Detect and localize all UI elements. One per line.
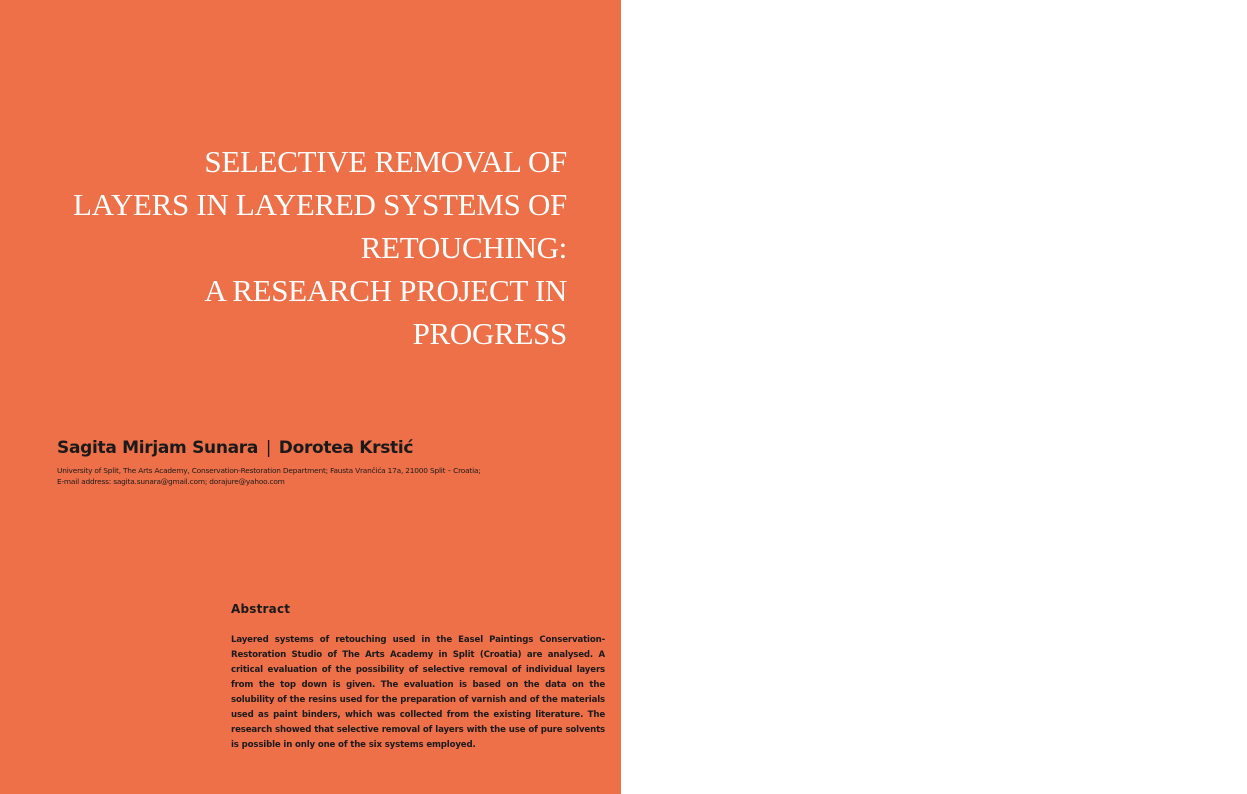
affiliation-address: University of Split, The Arts Academy, Conservation-Restoration Department; Fausta Vrančića 17a, 21000 Split – Croatia;: [57, 466, 481, 475]
affiliation-email: E-mail address: sagita.sunara@gmail.com; dorajure@yahoo.com: [57, 477, 285, 486]
title-panel: [0, 0, 621, 794]
author-name: Dorotea Krstić: [278, 438, 414, 458]
authors: [57, 438, 413, 458]
article-title: [27, 140, 567, 355]
author-name: Sagita Mirjam Sunara: [57, 438, 259, 458]
title-line: SELECTIVE REMOVAL OF: [204, 144, 567, 179]
title-line: RETOUCHING:: [360, 230, 567, 265]
abstract-body: Layered systems of retouching used in the Easel Paintings Conservation-Restoration Studio of The Arts Academy in Split (Croatia) are analysed. A critical evaluation of the possibility of selective removal of individual layers from the top down is given. The evaluation is based on the data on the solubility of the resins used for the preparation of varnish and of the materials used as paint binders, which was collected from the existing literature. The research showed that selective removal of layers with the use of pure solvents is possible in only one of the six systems employed.: [231, 635, 605, 750]
title-line: LAYERS IN LAYERED SYSTEMS OF: [72, 187, 567, 222]
abstract-heading: Abstract: [231, 602, 291, 616]
title-line: A RESEARCH PROJECT IN: [204, 273, 567, 308]
affiliation: [57, 465, 481, 487]
author-separator: |: [265, 438, 272, 458]
title-line: PROGRESS: [412, 316, 567, 351]
